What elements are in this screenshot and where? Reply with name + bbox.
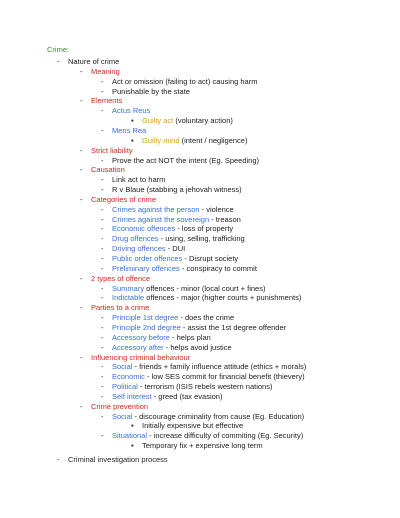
outline-line (101, 87, 190, 96)
outline-text: Nature of crime (68, 57, 120, 66)
outline-text: Principle 1st degree (112, 313, 179, 323)
bullet-marker: ▪ (131, 441, 134, 451)
outline-text: - Disrupt society (182, 254, 239, 263)
outline-text: - low SES commit for financial benefit (thievery) (144, 372, 305, 382)
outline-text: Parties to a crime (91, 303, 150, 313)
outline-line (101, 106, 150, 115)
bullet-marker: - (80, 352, 83, 362)
footer-text: Criminal investigation process (68, 455, 168, 464)
outline-line (101, 156, 259, 165)
bullet-marker: - (57, 57, 60, 66)
outline-text: - DUI (165, 244, 186, 254)
outline-text: Crimes against the sovereign (112, 214, 210, 224)
outline-text: offences - minor (local court + fines) (144, 283, 266, 293)
bullet-marker: - (101, 125, 104, 135)
footer-bullet: - (57, 455, 60, 464)
outline-text: - conspiracy to commit (179, 263, 257, 273)
outline-line (80, 165, 125, 174)
outline-line (101, 126, 146, 135)
bullet-marker: - (80, 96, 83, 106)
outline-line (101, 264, 257, 273)
bullet-marker: - (101, 214, 104, 224)
bullet-marker: - (80, 273, 83, 283)
outline-text: Public order offences (112, 254, 183, 263)
outline-line (101, 77, 257, 86)
outline-line (101, 205, 234, 214)
outline-text: Social (112, 362, 133, 372)
outline-line (101, 431, 303, 440)
outline-line (57, 57, 119, 66)
bullet-marker: - (101, 362, 104, 372)
bullet-marker: - (101, 106, 104, 116)
outline-line (80, 402, 148, 411)
outline-text: - increase difficulty of commiting (Eg. Security) (147, 431, 304, 441)
outline-text: Self interest (112, 391, 152, 401)
bullet-marker: - (101, 234, 104, 244)
bullet-marker: - (101, 372, 104, 382)
bullet-marker: - (101, 263, 104, 273)
outline-line (101, 284, 265, 293)
outline-line (101, 372, 305, 381)
outline-text: offences - major (higher courts + punishments) (144, 293, 302, 303)
outline-text: Mens Rea (112, 125, 147, 135)
outline-text: Prove the act NOT the intent (Eg. Speeding) (112, 155, 260, 165)
bullet-marker: - (101, 155, 104, 165)
bullet-marker: - (101, 224, 104, 234)
bullet-marker: - (101, 86, 104, 96)
outline-text: Causation (91, 165, 125, 175)
outline-text: Accessory before (112, 332, 170, 342)
bullet-marker: ▪ (131, 135, 134, 145)
outline-text: Crimes against the person (112, 204, 200, 214)
outline-text: Principle 2nd degree (112, 322, 181, 332)
outline-text: Guilty mind (142, 135, 180, 145)
outline-text: - helps avoid justice (163, 342, 232, 352)
footer-line (57, 455, 168, 464)
outline-line (101, 254, 238, 263)
outline-line (101, 382, 272, 391)
outline-text: - helps plan (169, 332, 211, 342)
outline-text: - violence (199, 204, 234, 214)
bullet-marker: - (80, 401, 83, 411)
bullet-marker: - (101, 382, 104, 392)
outline-text: Guilty act (142, 116, 174, 126)
bullet-marker: - (101, 185, 104, 195)
outline-line (80, 195, 156, 204)
bullet-marker: - (101, 342, 104, 352)
outline-text: Indictable (112, 293, 145, 303)
outline-line (101, 323, 286, 332)
outline-text: Influencing criminal behaviour (91, 352, 191, 362)
bullet-marker: - (101, 204, 104, 214)
outline-text: Meaning (91, 66, 120, 76)
outline-line (101, 362, 306, 371)
bullet-marker: - (80, 165, 83, 175)
outline-text: Political (112, 382, 138, 392)
bullet-marker: - (101, 76, 104, 86)
outline-line (80, 67, 120, 76)
outline-text: Crime prevention (91, 401, 149, 411)
bullet-marker: - (101, 391, 104, 401)
outline-line (101, 234, 245, 243)
page-title: Crime: (47, 45, 70, 54)
outline-text: Temporary fix + expensive long term (142, 441, 263, 451)
outline-text: - terrorism (ISIS rebels western nations) (137, 382, 273, 392)
outline-text: (intent / negligence) (179, 135, 248, 145)
outline-line (131, 441, 263, 450)
bullet-marker: - (101, 283, 104, 293)
bullet-marker: - (80, 194, 83, 204)
bullet-marker: - (101, 322, 104, 332)
outline-text: Categories of crime (91, 194, 157, 204)
outline-text: Link act to harm (112, 175, 166, 185)
outline-text: Economic offences (112, 224, 176, 234)
outline-text: Economic (112, 372, 145, 382)
outline-text: Actus Reus (112, 106, 151, 116)
outline-line (101, 293, 301, 302)
outline-line (101, 313, 234, 322)
outline-line (80, 146, 133, 155)
outline-text: (voluntary action) (173, 116, 233, 126)
outline-line (101, 392, 222, 401)
bullet-marker: ▪ (131, 116, 134, 126)
outline-text: - discourage criminality from cause (Eg. Education) (132, 411, 305, 421)
outline-text: - treason (209, 214, 241, 224)
outline-line (101, 412, 304, 421)
outline-text: Act or omission (failing to act) causing harm (112, 76, 258, 86)
bullet-marker: - (101, 293, 104, 303)
outline-text: Summary (112, 283, 145, 293)
bullet-marker: - (101, 411, 104, 421)
outline-text: Social (112, 411, 133, 421)
bullet-marker: ▪ (131, 421, 134, 431)
outline-line (101, 224, 233, 233)
outline-text: - does the crime (178, 313, 235, 323)
outline-line (101, 175, 165, 184)
outline-line (80, 96, 122, 105)
outline-text: - loss of property (175, 224, 234, 234)
outline-text: Elements (91, 96, 123, 106)
outline-text: Punishable by the state (112, 86, 190, 96)
bullet-marker: - (80, 303, 83, 313)
outline-text: Driving offences (112, 244, 166, 254)
outline-line (80, 303, 149, 312)
outline-text: Preliminary offences (112, 263, 180, 273)
outline-line (101, 185, 242, 194)
outline-text: - greed (tax evasion) (151, 391, 223, 401)
outline-text: Drug offences (112, 234, 159, 244)
outline-line (131, 136, 247, 145)
bullet-marker: - (80, 145, 83, 155)
outline-text: Accessory after (112, 342, 164, 352)
outline-text: Initially expensive but effective (142, 421, 244, 431)
bullet-marker: - (101, 313, 104, 323)
outline-line (131, 116, 233, 125)
outline-line (101, 215, 241, 224)
outline-text: Strict liability (91, 145, 133, 155)
outline-text: Situational (112, 431, 148, 441)
outline-line (101, 244, 185, 253)
outline-line (80, 274, 150, 283)
outline-text: R v Blaue (stabbing a jehovah witness) (112, 185, 242, 195)
outline-line (131, 421, 243, 430)
bullet-marker: - (101, 431, 104, 441)
outline-text: - using, selling, trafficking (158, 234, 245, 244)
outline-line (80, 353, 190, 362)
bullet-marker: - (101, 244, 104, 254)
bullet-marker: - (101, 175, 104, 185)
bullet-marker: - (101, 254, 104, 263)
outline-line (101, 333, 211, 342)
bullet-marker: - (80, 66, 83, 76)
bullet-marker: - (101, 332, 104, 342)
outline-text: 2 types of offence (91, 273, 151, 283)
outline-text: - assist the 1st degree offender (180, 322, 287, 332)
outline-text: - friends + family influence attitude (ethics + morals) (132, 362, 307, 372)
outline-line (101, 343, 232, 352)
